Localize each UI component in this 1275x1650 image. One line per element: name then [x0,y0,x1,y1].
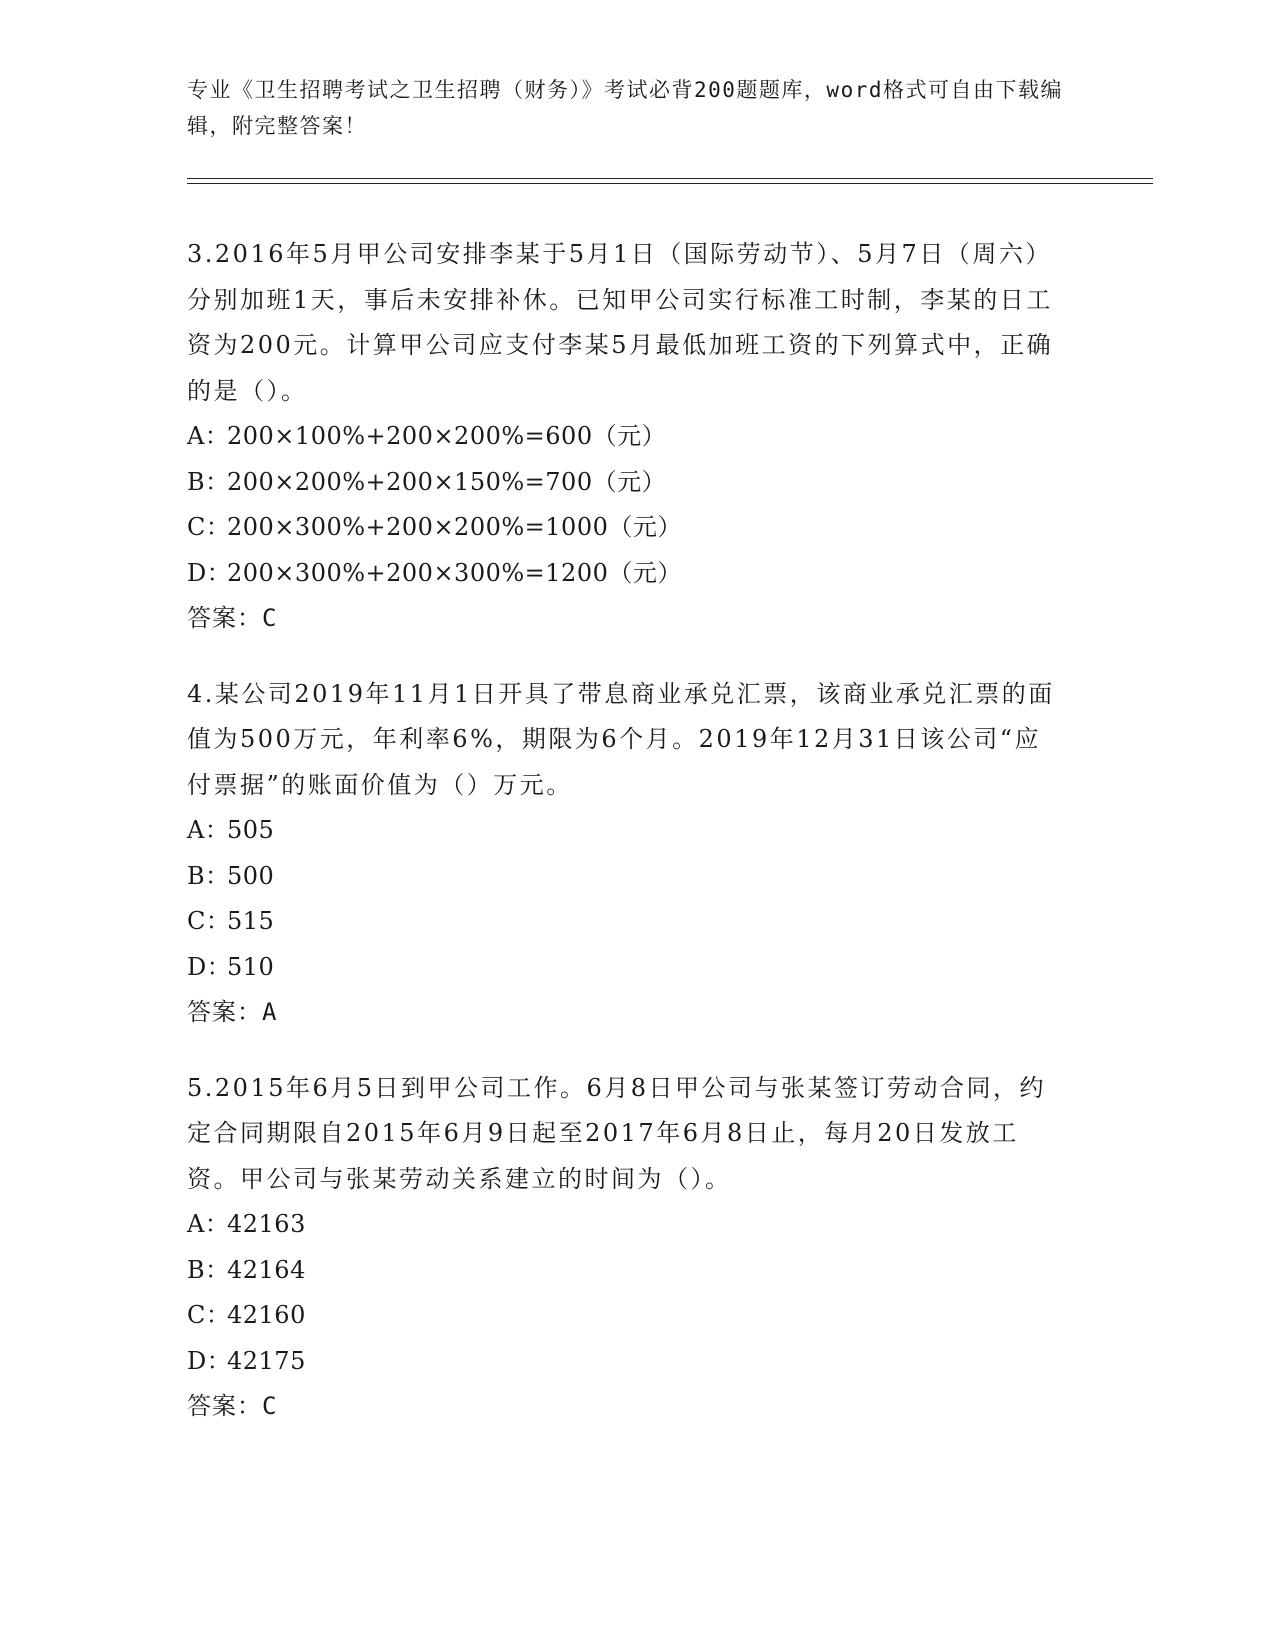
option-value: 200×300%+200×200%=1000（元） [227,513,682,541]
option-a [187,414,1067,460]
option-value: 510 [227,952,275,981]
option-c [187,1293,1067,1339]
option-letter: C： [187,1301,231,1329]
option-value: 500 [227,861,275,890]
option-value: 42160 [227,1301,306,1329]
option-letter: C： [187,513,231,541]
answer-line: 答案：C [187,604,278,632]
option-c [187,899,1067,945]
option-b [187,854,1067,900]
question-5 [187,1066,1067,1430]
option-a [187,1202,1067,1248]
option-letter: A： [187,816,230,844]
question-text: 5.2015年6月5日到甲公司工作。6月8日甲公司与张某签订劳动合同，约定合同期限自2015年6月9日起至2017年6月8日止，每月20日发放工资。甲公司与张某劳动关系建立的时间为（）。 [187,1073,1047,1193]
option-d [187,551,1067,597]
option-letter: D： [187,952,232,981]
document-header: 专业《卫生招聘考试之卫生招聘（财务）》考试必背200题题库，word格式可自由下载编辑，附完整答案！ [187,78,1063,138]
option-value: 42164 [227,1255,306,1284]
option-b [187,460,1067,506]
option-b [187,1248,1067,1294]
option-letter: C： [187,907,231,935]
header-divider-bottom [187,183,1153,184]
option-value: 200×300%+200×300%=1200（元） [227,558,682,587]
option-d [187,1339,1067,1385]
option-value: 42175 [227,1346,306,1375]
option-letter: A： [187,1210,230,1238]
option-value: 200×100%+200×200%=600（元） [227,422,667,450]
option-value: 200×200%+200×150%=700（元） [227,467,667,496]
option-letter: D： [187,558,232,587]
question-text: 3.2016年5月甲公司安排李某于5月1日（国际劳动节）、5月7日（周六）分别加班1天，事后未安排补休。已知甲公司实行标准工时制，李某的日工资为200元。计算甲公司应支付李某5月最低加班工资的下列算式中，正确的是（）。 [187,240,1054,405]
question-4 [187,672,1067,1036]
option-value: 505 [227,816,275,844]
question-list [187,232,1067,1460]
option-c [187,505,1067,551]
answer-line: 答案：A [187,998,278,1026]
option-value: 42163 [227,1210,306,1238]
option-value: 515 [227,907,275,935]
option-a [187,808,1067,854]
option-letter: D： [187,1346,232,1375]
header-divider-top [187,178,1153,179]
question-text: 4.某公司2019年11月1日开具了带息商业承兑汇票，该商业承兑汇票的面值为500万元，年利率6%，期限为6个月。2019年12月31日该公司“应付票据”的账面价值为（）万元。 [187,679,1055,799]
option-d [187,945,1067,991]
option-letter: B： [187,1255,230,1284]
question-3 [187,232,1067,642]
answer-line: 答案：C [187,1392,278,1420]
option-letter: A： [187,422,230,450]
option-letter: B： [187,861,230,890]
option-letter: B： [187,467,230,496]
